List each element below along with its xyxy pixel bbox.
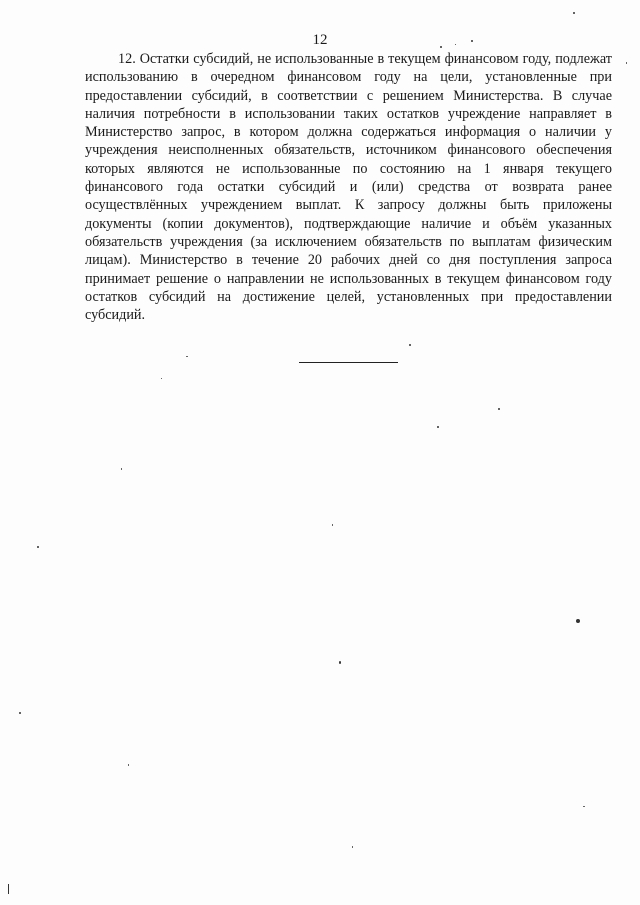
scan-speck: [37, 546, 39, 548]
scan-speck: [186, 356, 188, 357]
scan-speck: [583, 806, 585, 807]
scan-speck: [437, 426, 439, 428]
scan-speck: [573, 12, 575, 14]
scan-speck: [121, 468, 122, 470]
scan-speck: [455, 44, 456, 45]
scan-speck: [128, 764, 129, 766]
scan-speck: [352, 846, 353, 848]
page-number: 12: [312, 32, 328, 48]
separator-line: [299, 362, 398, 363]
scan-speck: [498, 408, 500, 410]
scan-speck: [576, 619, 580, 623]
scan-speck: [409, 344, 411, 346]
scan-speck: [161, 378, 162, 379]
scan-speck: [440, 46, 442, 48]
scan-speck: [19, 712, 21, 714]
scan-speck: [332, 524, 333, 526]
scan-speck: [471, 40, 473, 42]
scan-speck: [339, 661, 341, 664]
scan-speck: [626, 62, 627, 64]
scan-speck: [8, 884, 9, 894]
paragraph-12: 12. Остатки субсидий, не использованные в текущем финансовом году, подлежат использованию в очередном финансовом году на цели, установленные при предоставлении субсидий, в соответствии с решением Министерства. В случае наличия потребности в использовании таких остатков учреждение направляет в Министерство запрос, в котором должна содержаться информация о наличии у учреждения неисполненных обязательств, источником финансового обеспечения которых являются не использованные по состоянию на 1 января текущего финансового года остатки субсидий и (или) средства от возврата ранее осуществлённых учреждением выплат. К запросу должны быть приложены документы (копии документов), подтверждающие наличие и объём указанных обязательств учреждения (за исключением обязательств по выплатам физическим лицам). Министерство в течение 20 рабочих дней со дня поступления запроса принимает решение о направлении не использованных в текущем финансовом году остатков субсидий на достижение целей, установленных при предоставлении субсидий.: [85, 51, 612, 324]
